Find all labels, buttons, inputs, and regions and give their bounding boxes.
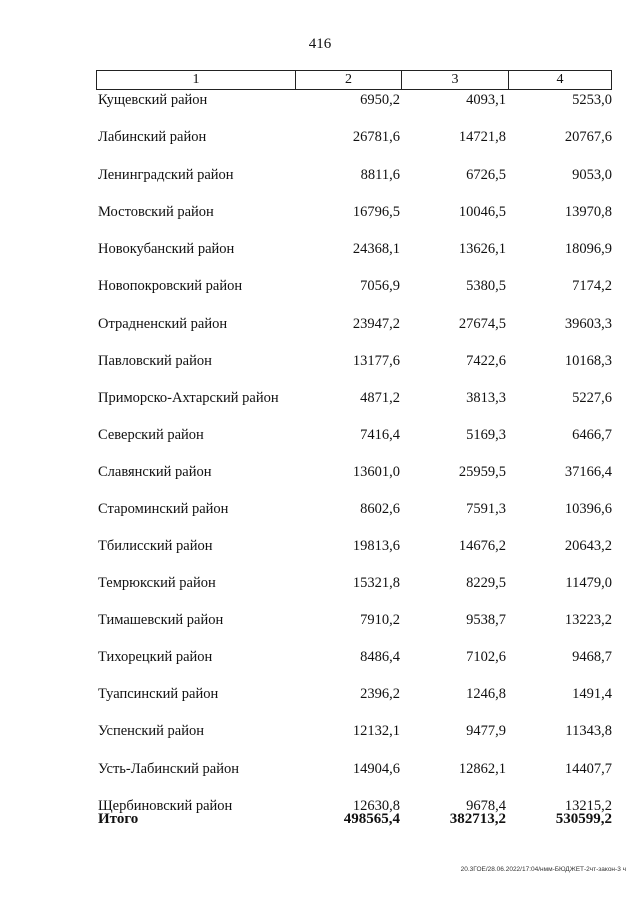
value-col-3: 9678,4 [466,798,506,814]
table-row [0,278,640,300]
table-row [0,575,640,597]
value-col-4: 10168,3 [564,353,612,369]
table-row [0,167,640,189]
value-col-2: 4871,2 [360,390,400,406]
value-col-2: 16796,5 [352,204,400,220]
value-col-4: 9468,7 [572,649,612,665]
page-number: 416 [308,36,332,52]
table-row [0,649,640,671]
value-col-2: 26781,6 [352,129,400,145]
table-row [0,464,640,486]
district-name: Староминский район [98,501,229,517]
district-name: Темрюкский район [98,575,216,591]
table-row [0,761,640,783]
value-col-3: 7102,6 [466,649,506,665]
district-name: Туапсинский район [98,686,219,702]
value-col-2: 24368,1 [352,241,400,257]
value-col-4: 37166,4 [564,464,612,480]
table-row [0,129,640,151]
district-name: Отрадненский район [98,316,228,332]
district-name: Усть-Лабинский район [98,761,239,777]
table-row [0,390,640,412]
value-col-3: 5380,5 [466,278,506,294]
value-col-4: 18096,9 [564,241,612,257]
district-name: Тбилисский район [98,538,213,554]
value-col-3: 7422,6 [466,353,506,369]
value-col-2: 19813,6 [352,538,400,554]
value-col-3: 10046,5 [458,204,506,220]
district-name: Тихорецкий район [98,649,213,665]
value-col-4: 9053,0 [572,167,612,183]
value-col-2: 6950,2 [360,92,400,108]
value-col-3: 7591,3 [466,501,506,517]
value-col-4: 530599,2 [555,811,612,827]
header-col-2: 2 [295,71,401,89]
value-col-3: 382713,2 [449,811,506,827]
district-name: Новокубанский район [98,241,235,257]
value-col-3: 25959,5 [458,464,506,480]
district-name: Павловский район [98,353,212,369]
header-col-4: 4 [508,71,611,89]
value-col-3: 3813,3 [466,390,506,406]
value-col-4: 20767,6 [564,129,612,145]
value-col-2: 14904,6 [352,761,400,777]
value-col-3: 14676,2 [458,538,506,554]
header-col-1: 1 [192,72,200,87]
value-col-4: 5227,6 [572,390,612,406]
district-name: Мостовский район [98,204,214,220]
table-row [0,723,640,745]
value-col-2: 2396,2 [360,686,400,702]
district-name: Приморско-Ахтарский район [98,390,279,406]
district-name: Щербиновский район [98,798,233,814]
value-col-3: 13626,1 [458,241,506,257]
value-col-4: 1491,4 [572,686,612,702]
value-col-4: 7174,2 [572,278,612,294]
table-row [0,612,640,634]
district-name: Северский район [98,427,204,443]
value-col-2: 8602,6 [360,501,400,517]
value-col-2: 23947,2 [352,316,400,332]
footer-stamp: 20.3ГОЕ/28.06.2022/17:04/нмм-БЮДЖЕТ-2чт-закон-3 ч [460,866,626,873]
value-col-2: 13177,6 [352,353,400,369]
value-col-4: 5253,0 [572,92,612,108]
district-name: Кущевский район [98,92,208,108]
district-name: Славянский район [98,464,212,480]
value-col-3: 12862,1 [458,761,506,777]
value-col-4: 39603,3 [564,316,612,332]
value-col-4: 11479,0 [565,575,612,591]
value-col-4: 13215,2 [564,798,612,814]
district-name: Успенский район [98,723,204,739]
value-col-2: 12132,1 [352,723,400,739]
district-name: Новопокровский район [98,278,243,294]
table-row [0,686,640,708]
table-row [0,204,640,226]
value-col-4: 13223,2 [564,612,612,628]
value-col-3: 8229,5 [466,575,506,591]
header-col-3: 3 [401,71,508,89]
value-col-2: 15321,8 [352,575,400,591]
table-row [0,316,640,338]
value-col-2: 7910,2 [360,612,400,628]
table-row [0,427,640,449]
value-col-2: 12630,8 [352,798,400,814]
district-name: Тимашевский район [98,612,224,628]
value-col-2: 8486,4 [360,649,400,665]
value-col-4: 20643,2 [564,538,612,554]
table-header [96,70,612,90]
value-col-4: 13970,8 [564,204,612,220]
value-col-3: 27674,5 [458,316,506,332]
value-col-3: 6726,5 [466,167,506,183]
table-row [0,353,640,375]
value-col-2: 8811,6 [360,167,400,183]
value-col-3: 5169,3 [466,427,506,443]
table-row [0,241,640,263]
value-col-2: 7056,9 [360,278,400,294]
value-col-3: 4093,1 [466,92,506,108]
value-col-3: 9538,7 [466,612,506,628]
value-col-3: 9477,9 [466,723,506,739]
district-name: Лабинский район [98,129,207,145]
value-col-4: 10396,6 [564,501,612,517]
total-row [0,811,640,833]
value-col-4: 11343,8 [565,723,612,739]
value-col-4: 6466,7 [572,427,612,443]
value-col-2: 13601,0 [352,464,400,480]
value-col-3: 1246,8 [466,686,506,702]
value-col-3: 14721,8 [458,129,506,145]
value-col-4: 14407,7 [564,761,612,777]
district-name: Итого [98,811,139,827]
value-col-2: 498565,4 [343,811,400,827]
table-row [0,92,640,114]
district-name: Ленинградский район [98,167,234,183]
table-row [0,501,640,523]
value-col-2: 7416,4 [360,427,400,443]
table-row [0,538,640,560]
